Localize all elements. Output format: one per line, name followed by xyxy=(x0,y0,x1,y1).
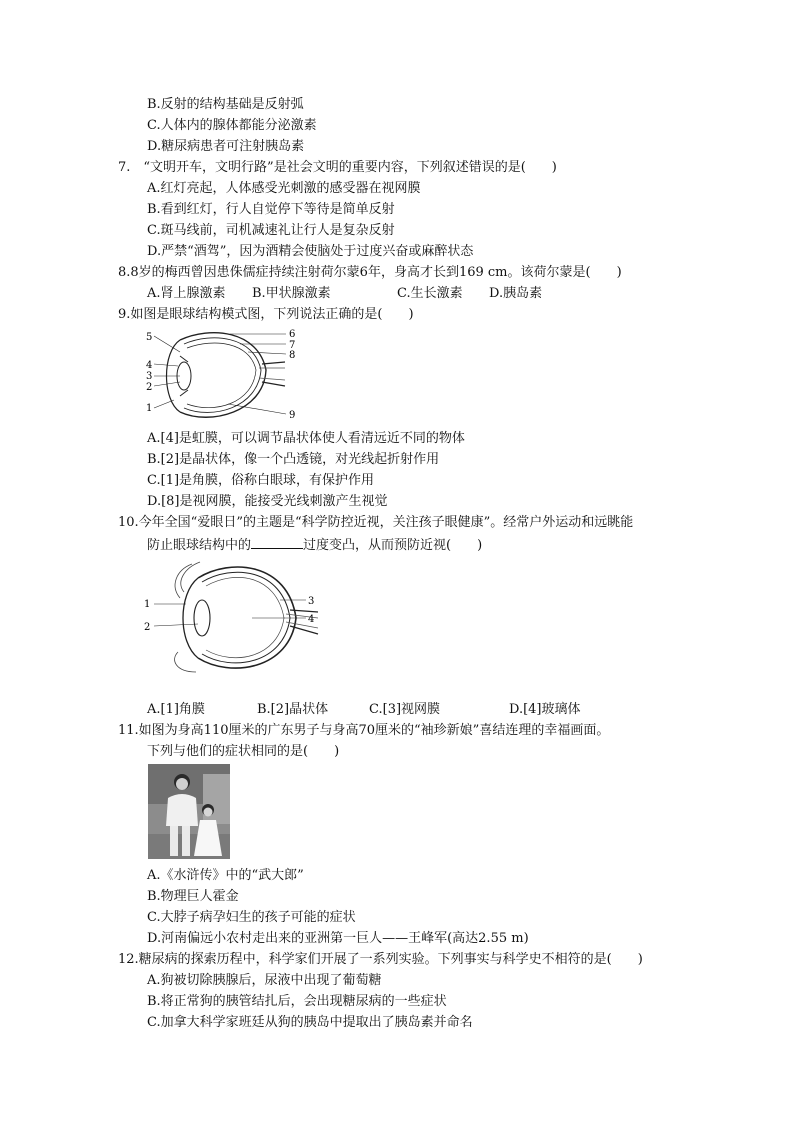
q12-option-a: A.狗被切除胰腺后，尿液中出现了葡萄糖 xyxy=(147,973,382,988)
q10-option-d: D.[4]玻璃体 xyxy=(509,702,581,717)
eye2-label-3: 3 xyxy=(308,596,315,607)
q8-option-c: C.生长激素 xyxy=(397,286,463,301)
q9-option-d: D.[8]是视网膜，能接受光线刺激产生视觉 xyxy=(147,494,388,509)
eye2-label-2: 2 xyxy=(144,622,151,633)
q12-option-b: B.将正常狗的胰管结扎后，会出现糖尿病的一些症状 xyxy=(147,994,447,1009)
eye-diagram-1 xyxy=(140,326,310,426)
q8-stem: 8.8岁的梅西曾因患侏儒症持续注射荷尔蒙6年，身高才长到169 cm。该荷尔蒙是( ) xyxy=(118,265,622,280)
q10-stem-pre: 防止眼球结构中的 xyxy=(147,538,252,553)
q10-option-c: C.[3]视网膜 xyxy=(369,702,441,717)
eye1-label-4: 4 xyxy=(146,360,153,371)
eye2-label-4: 4 xyxy=(308,614,315,625)
option-b-prev: B.反射的结构基础是反射弧 xyxy=(147,97,304,112)
eye1-label-9: 9 xyxy=(289,410,296,421)
eye1-label-3: 3 xyxy=(146,371,153,382)
q11-option-a: A.《水浒传》中的“武大郎” xyxy=(147,868,304,883)
q8-option-d: D.胰岛素 xyxy=(489,286,543,301)
eye1-label-1: 1 xyxy=(146,403,153,414)
q7-stem: 7. “文明开车，文明行路”是社会文明的重要内容，下列叙述错误的是( ) xyxy=(118,160,557,175)
q8-option-a: A.肾上腺激素 xyxy=(147,286,226,301)
q9-option-a: A.[4]是虹膜，可以调节晶状体使人看清远近不同的物体 xyxy=(147,431,465,446)
eye-diagram-2 xyxy=(140,560,330,680)
q7-option-c: C.斑马线前，司机减速礼让行人是复杂反射 xyxy=(147,223,395,238)
q7-option-a: A.红灯亮起，人体感受光刺激的感受器在视网膜 xyxy=(147,181,421,196)
answer-blank xyxy=(251,534,303,549)
q7-option-b: B.看到红灯，行人自觉停下等待是简单反射 xyxy=(147,202,395,217)
option-d-prev: D.糖尿病患者可注射胰岛素 xyxy=(147,139,305,154)
eye1-label-8: 8 xyxy=(289,350,296,361)
q9-option-c: C.[1]是角膜，俗称白眼球，有保护作用 xyxy=(147,473,375,488)
q11-option-b: B.物理巨人霍金 xyxy=(147,889,239,904)
q10-stem-post: 过度变凸，从而预防近视( ) xyxy=(303,538,483,553)
q11-option-c: C.大脖子病孕妇生的孩子可能的症状 xyxy=(147,910,356,925)
eye1-label-5: 5 xyxy=(146,332,153,343)
q10-option-a: A.[1]角膜 xyxy=(147,702,205,717)
eye2-label-1: 1 xyxy=(144,599,151,610)
q10-stem-line1: 10.今年全国“爱眼日”的主题是“科学防控近视，关注孩子眼健康”。经常户外运动和远眺能 xyxy=(118,515,634,530)
q9-stem: 9.如图是眼球结构模式图，下列说法正确的是( ) xyxy=(118,307,414,322)
eye1-label-2: 2 xyxy=(146,382,153,393)
q8-option-b: B.甲状腺激素 xyxy=(252,286,331,301)
q12-option-c: C.加拿大科学家班廷从狗的胰岛中提取出了胰岛素并命名 xyxy=(147,1015,473,1030)
q12-stem: 12.糖尿病的探索历程中，科学家们开展了一系列实验。下列事实与科学史不相符的是( ) xyxy=(118,952,643,967)
q10-option-b: B.[2]晶状体 xyxy=(257,702,329,717)
option-c-prev: C.人体内的腺体都能分泌激素 xyxy=(147,118,317,133)
q11-stem-line2: 下列与他们的症状相同的是( ) xyxy=(147,744,340,759)
q7-option-d: D.严禁“酒驾”，因为酒精会使脑处于过度兴奋或麻醉状态 xyxy=(147,244,474,259)
q9-option-b: B.[2]是晶状体，像一个凸透镜，对光线起折射作用 xyxy=(147,452,440,467)
q11-option-d: D.河南偏远小农村走出来的亚洲第一巨人——王峰军(高达2.55 m) xyxy=(147,931,529,946)
q10-options xyxy=(147,700,581,720)
q8-options xyxy=(147,284,542,304)
eye1-label-7: 7 xyxy=(289,340,296,351)
wedding-photo xyxy=(148,764,230,859)
q11-stem-line1: 11.如图为身高110厘米的广东男子与身高70厘米的“袖珍新娘”喜结连理的幸福画面。 xyxy=(118,723,610,738)
q10-stem-line2 xyxy=(147,534,482,556)
eye1-label-6: 6 xyxy=(289,329,296,340)
